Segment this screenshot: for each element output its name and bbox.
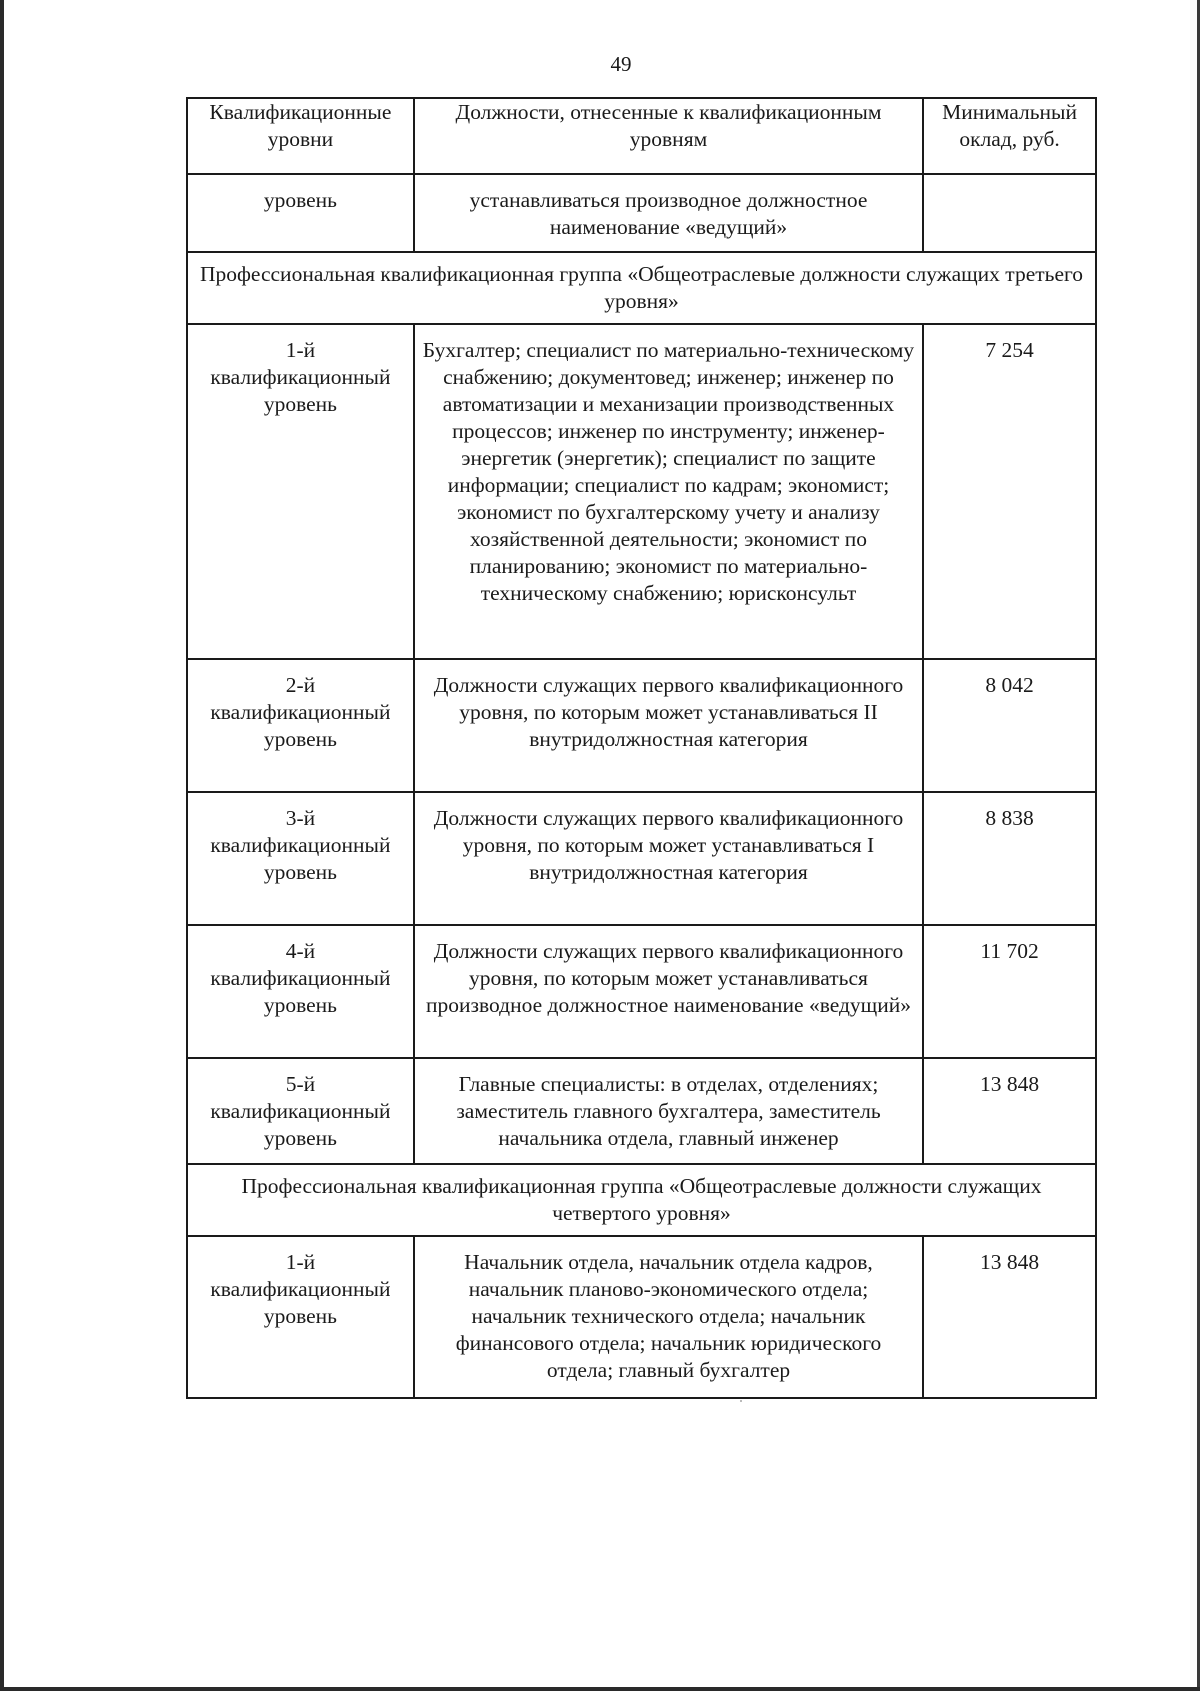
table-row [187, 1058, 1096, 1164]
table-row [187, 1236, 1096, 1398]
page-number: 49 [610, 52, 632, 76]
header-levels: Квалификационные уровни [187, 98, 414, 174]
positions-cell: устанавливаться производное должностное наименование «ведущий» [414, 174, 923, 252]
positions-cell: Бухгалтер; специалист по материально-техническому снабжению; документовед; инженер; инженер по автоматизации и механизации производственных процессов; инженер по инструменту; инженер-энергетик (энергетик); специалист по защите информации; специалист по кадрам; экономист; экономист по бухгалтерскому учету и анализу хозяйственной деятельности; экономист по планированию; экономист по материально-техническому снабжению; юрисконсульт [414, 324, 923, 659]
level-cell: уровень [187, 174, 414, 252]
salary-cell: 8 838 [923, 792, 1096, 925]
positions-cell: Должности служащих первого квалификационного уровня, по которым может устанавливаться II внутридолжностная категория [414, 659, 923, 792]
salary-cell [923, 174, 1096, 252]
group-header-row [187, 252, 1096, 324]
table-row [187, 659, 1096, 792]
group-header-row [187, 1164, 1096, 1236]
group-title-third-level: Профессиональная квалификационная группа «Общеотраслевые должности служащих третьего уровня» [187, 252, 1096, 324]
positions-cell: Начальник отдела, начальник отдела кадров, начальник планово-экономического отдела; начальник технического отдела; начальник финансового отдела; начальник юридического отдела; главный бухгалтер [414, 1236, 923, 1398]
scan-border-left [0, 0, 4, 1691]
level-cell: 4-й квалификационный уровень [187, 925, 414, 1058]
level-cell: 2-й квалификационный уровень [187, 659, 414, 792]
table-header-row [187, 98, 1096, 174]
level-cell: 3-й квалификационный уровень [187, 792, 414, 925]
table-row [187, 324, 1096, 659]
salary-cell: 8 042 [923, 659, 1096, 792]
salary-cell: 13 848 [923, 1058, 1096, 1164]
header-salary: Минимальный оклад, руб. [923, 98, 1096, 174]
positions-cell: Главные специалисты: в отделах, отделениях; заместитель главного бухгалтера, заместитель начальника отдела, главный инженер [414, 1058, 923, 1164]
scan-border-bottom [0, 1687, 1200, 1691]
salary-cell: 13 848 [923, 1236, 1096, 1398]
level-cell: 1-й квалификационный уровень [187, 1236, 414, 1398]
positions-cell: Должности служащих первого квалификационного уровня, по которым может устанавливаться I внутридолжностная категория [414, 792, 923, 925]
header-positions: Должности, отнесенные к квалификационным уровням [414, 98, 923, 174]
positions-cell: Должности служащих первого квалификационного уровня, по которым может устанавливаться производное должностное наименование «ведущий» [414, 925, 923, 1058]
table-row [187, 925, 1096, 1058]
salary-cell: 11 702 [923, 925, 1096, 1058]
salary-table [186, 97, 1097, 1399]
table-row [187, 174, 1096, 252]
salary-cell: 7 254 [923, 324, 1096, 659]
level-cell: 1-й квалификационный уровень [187, 324, 414, 659]
table-row [187, 792, 1096, 925]
level-cell: 5-й квалификационный уровень [187, 1058, 414, 1164]
group-title-fourth-level: Профессиональная квалификационная группа «Общеотраслевые должности служащих четвертого уровня» [187, 1164, 1096, 1236]
scan-speck [740, 1400, 742, 1402]
